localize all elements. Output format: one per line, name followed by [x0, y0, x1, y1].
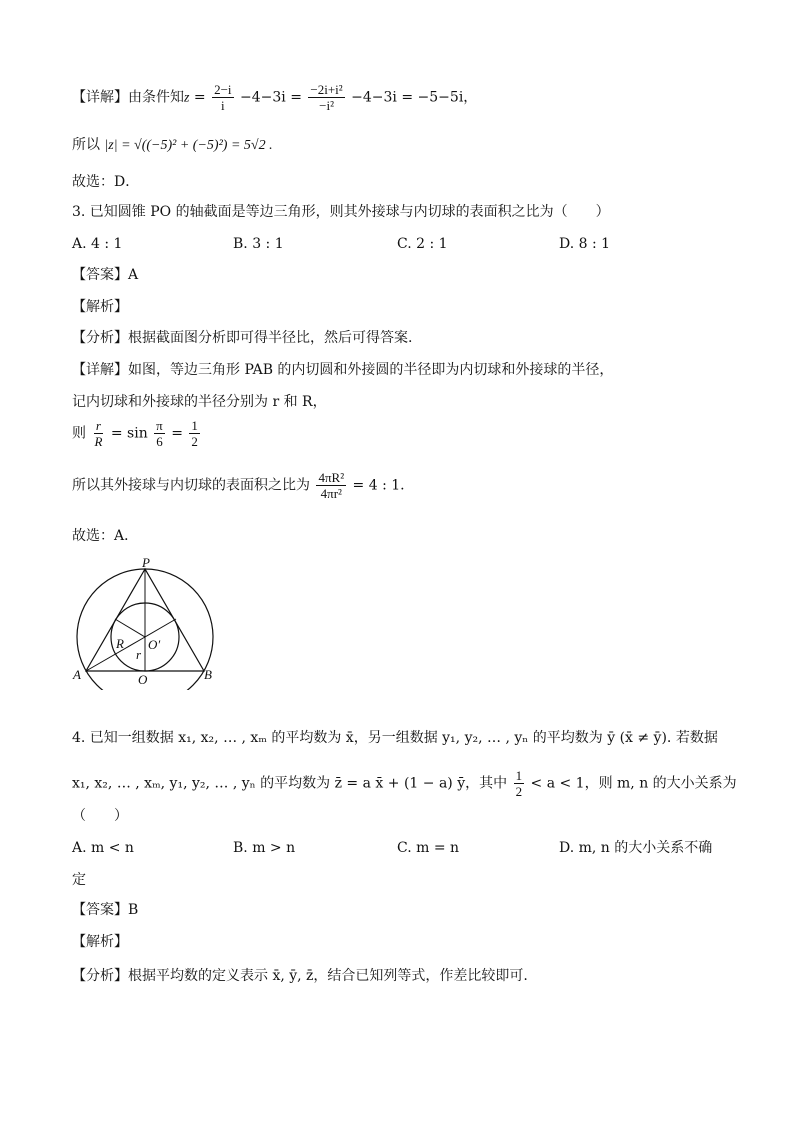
- q4-stem-2: [72, 768, 737, 799]
- radius-segment-right: [145, 619, 176, 637]
- radius-segment-left: [115, 619, 145, 637]
- label-B: B: [204, 667, 212, 682]
- q4-option-d-wrap: 定: [72, 872, 86, 888]
- fraction-expanded: $\frac{\text{−2i+i²}}{\text{−i²}}$: [310, 82, 343, 113]
- fraction-2-minus-i-over-i: $\frac{2-i}{i}$: [214, 82, 232, 113]
- z-variable: z: [184, 90, 190, 106]
- label-O-prime: O′: [148, 637, 161, 652]
- label-A: A: [73, 667, 81, 682]
- label-R: R: [116, 636, 124, 651]
- equals-sign-3: =: [171, 425, 183, 442]
- q3-stem: 3. 已知圆锥 PO 的轴截面是等边三角形，则其外接球与内切球的表面积之比为（ ）: [72, 204, 610, 220]
- q4-fenxi: 【分析】根据平均数的定义表示 x̄, ȳ, z̄，结合已知列等式，作差比较即可.: [72, 968, 528, 984]
- q3-detail-2: 记内切球和外接球的半径分别为 r 和 R，: [72, 394, 327, 410]
- q4-option-a: A. m < n: [72, 840, 134, 856]
- q4-paren: （ ）: [72, 808, 128, 824]
- q3-fenxi: 【分析】根据截面图分析即可得半径比，然后可得答案.: [72, 330, 413, 346]
- modulus-line: [72, 135, 273, 156]
- area-result: = 4 : 1.: [352, 477, 405, 494]
- label-r: r: [136, 647, 142, 662]
- q4-stem-2a: x₁, x₂, … , xₘ, y₁, y₂, … , yₙ 的平均数为 z̄ = a x̄ + (1 − a) ȳ，其中: [72, 775, 508, 792]
- q3-analysis-title: 【解析】: [72, 299, 128, 315]
- sin-text: = sin: [110, 425, 148, 442]
- fraction-one-half-q4: $\frac{1}{2}$: [515, 768, 523, 799]
- area-prefix: 所以其外接球与内切球的表面积之比为: [72, 477, 310, 494]
- fraction-area-ratio: $\frac{\text{4πR²}}{\text{4πr²}}$: [318, 470, 345, 501]
- result-z: −4−3i = −5−5i，: [351, 89, 478, 106]
- fraction-r-over-R: $\frac{r}{R}$: [94, 418, 103, 449]
- label-P: P: [142, 555, 150, 570]
- choice-d-line: 故选：D．: [72, 174, 140, 190]
- detail-prefix: 【详解】由条件知: [72, 89, 184, 106]
- q4-answer: 【答案】B: [72, 902, 139, 918]
- fraction-pi-over-6: $\frac{\pi}{6}$: [156, 418, 163, 449]
- q3-answer: 【答案】A: [72, 267, 139, 283]
- q3-option-c: C. 2 : 1: [397, 236, 448, 252]
- q3-area-line: [72, 470, 405, 501]
- q3-detail-1: 【详解】如图，等边三角形 PAB 的内切圆和外接圆的半径即为内切球和外接球的半径，: [72, 362, 614, 378]
- q4-analysis-title: 【解析】: [72, 934, 128, 950]
- q3-option-b: B. 3 : 1: [233, 236, 284, 252]
- q4-stem-2b: < a < 1，则 m, n 的大小关系为: [530, 775, 737, 792]
- ratio-prefix: 则: [72, 425, 86, 442]
- detail-line-z: [72, 82, 477, 113]
- q3-option-d: D. 8 : 1: [559, 236, 611, 252]
- equals-sign: =: [193, 89, 206, 106]
- q4-stem-1: 4. 已知一组数据 x₁, x₂, … , xₘ 的平均数为 x̄，另一组数据 y₁, y₂, … , yₙ 的平均数为 ȳ (x̄ ≠ ȳ). 若数据: [72, 730, 718, 746]
- q3-option-a: A. 4 : 1: [72, 236, 123, 252]
- equals-sign-2: =: [290, 89, 302, 106]
- q4-option-b: B. m > n: [233, 840, 296, 856]
- q3-choice: 故选：A．: [72, 528, 139, 544]
- q4-option-c: C. m = n: [397, 840, 460, 856]
- minus-4-3i: −4−3i: [240, 89, 286, 106]
- geometry-figure: [70, 555, 220, 690]
- modulus-prefix: 所以: [72, 137, 100, 153]
- label-O: O: [138, 672, 148, 687]
- modulus-expression: |z| = √((−5)² + (−5)²) = 5√2 .: [104, 138, 273, 153]
- q3-ratio-line: [72, 418, 202, 449]
- fraction-one-half: $\frac{1}{2}$: [191, 418, 198, 449]
- q4-option-d: D. m, n 的大小关系不确: [559, 840, 713, 856]
